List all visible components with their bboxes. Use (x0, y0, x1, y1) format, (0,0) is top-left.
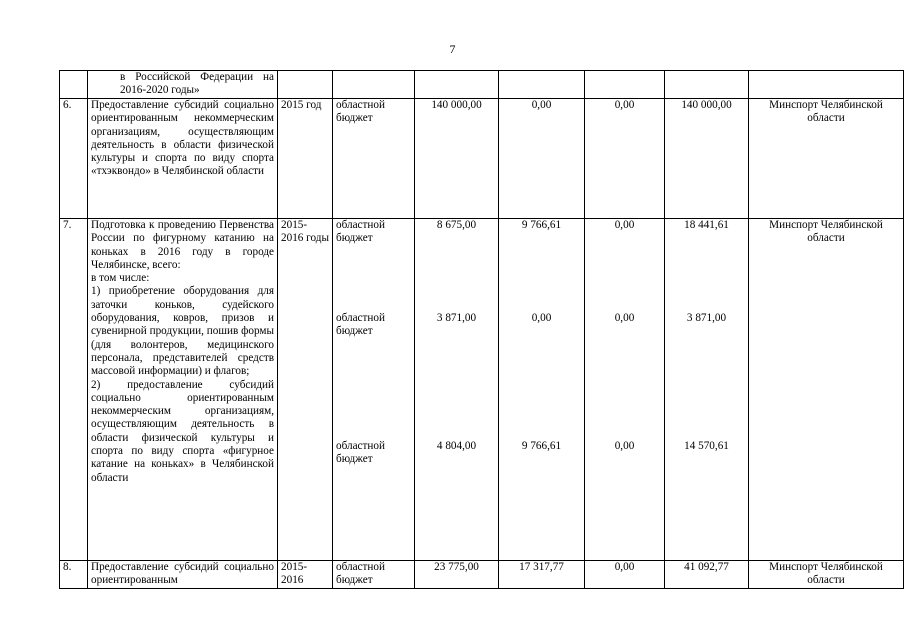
row-v2017 (585, 219, 665, 561)
table-row (60, 219, 904, 561)
cell-v2017 (585, 71, 665, 99)
row-name (88, 99, 278, 219)
subitem-2-v2015: 4 804,00 (436, 440, 477, 452)
row-years: 2015 год (278, 99, 333, 219)
row-executor: Минспорт Челябинской области (749, 219, 904, 561)
row-number: 6. (60, 99, 88, 219)
row-name-suffix: в том числе: (91, 272, 150, 285)
row-v2015: 140 000,00 (415, 99, 499, 219)
cell-num (60, 71, 88, 99)
row-number: 8. (60, 561, 88, 589)
row-v2015-main: 8 675,00 (436, 219, 477, 231)
row-v2015 (415, 219, 499, 561)
row-v2016: 0,00 (499, 99, 585, 219)
row-years: 2015-2016 (278, 561, 333, 589)
row-executor: Минспорт Челябинской области (749, 561, 904, 589)
program-table (59, 70, 904, 589)
row-total (665, 219, 749, 561)
subitem-2-text: 2) предоставление субсидий социально ориентированным некоммерческим организациям, осуществляющим деятельность в области физической культуры и спорта по виду спорта «фигурное катание на коньках» в Челябинской области (91, 378, 274, 484)
row-source-main: областной бюджет (336, 219, 385, 245)
row-v2017-main: 0,00 (614, 219, 635, 231)
subitem-1-v2016: 0,00 (531, 312, 552, 324)
cell-years (278, 71, 333, 99)
subitem-1-v2015: 3 871,00 (436, 312, 477, 324)
row-executor: Минспорт Челябинской области (749, 99, 904, 219)
row-source (333, 219, 415, 561)
table-row-continued (60, 71, 904, 99)
row-source: областной бюджет (333, 561, 415, 589)
cell-executor (749, 71, 904, 99)
subitem-1-v2017: 0,00 (614, 312, 635, 324)
subitem-1-source: областной бюджет (336, 312, 385, 338)
row-name (88, 219, 278, 561)
row-v2015: 23 775,00 (415, 561, 499, 589)
row-number: 7. (60, 219, 88, 561)
continued-line-2: 2016-2020 годы» (120, 84, 200, 97)
row-v2017: 0,00 (585, 99, 665, 219)
row-total-main: 18 441,61 (684, 219, 729, 231)
subitem-2-total: 14 570,61 (684, 440, 729, 452)
row-source: областной бюджет (333, 99, 415, 219)
row-v2016 (499, 219, 585, 561)
page-number: 7 (449, 42, 456, 56)
cell-total (665, 71, 749, 99)
subitem-2-v2016: 9 766,61 (521, 440, 562, 452)
row-name (88, 561, 278, 589)
row-total: 41 092,77 (665, 561, 749, 589)
row-v2016: 17 317,77 (499, 561, 585, 589)
subitem-1-total: 3 871,00 (686, 312, 727, 324)
row-name-text: Предоставление субсидий социально ориентированным (91, 561, 274, 587)
row-v2016-main: 9 766,61 (521, 219, 562, 231)
subitem-2-v2017: 0,00 (614, 440, 635, 452)
subitem-1-text: 1) приобретение оборудования для заточки коньков, судейского оборудования, ковров, призов и сувенирной продукции, пошив формы (для волонтеров, медицинского персонала, представителей средств массовой информации) и флагов; (91, 285, 274, 378)
table-row (60, 99, 904, 219)
row-v2017: 0,00 (585, 561, 665, 589)
row-name-text: Предоставление субсидий социально ориентированным некоммерческим организациям, осуществляющим деятельность в области физической культуры и спорта по виду спорта «тхэквондо» в Челябинской области (91, 99, 274, 178)
cell-v2016 (499, 71, 585, 99)
cell-name (88, 71, 278, 99)
subitem-2-source: областной бюджет (336, 440, 385, 466)
continued-line-1: в Российской Федерации на (120, 71, 274, 83)
table-row (60, 561, 904, 589)
cell-source (333, 71, 415, 99)
cell-v2015 (415, 71, 499, 99)
row-years: 2015-2016 годы (278, 219, 333, 561)
row-name-text: Подготовка к проведению Первенства России по фигурному катанию на коньках в 2016 году в городе Челябинске, всего: (91, 219, 274, 271)
row-total: 140 000,00 (665, 99, 749, 219)
